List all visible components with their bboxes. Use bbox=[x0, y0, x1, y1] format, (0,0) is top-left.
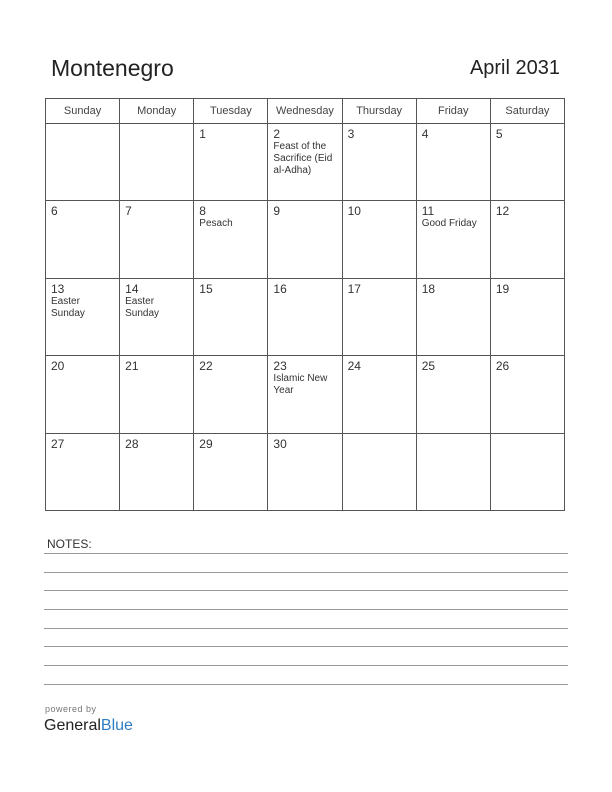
holiday-label: Feast of the Sacrifice (Eid al-Adha) bbox=[273, 141, 333, 176]
day-number: 15 bbox=[199, 281, 213, 296]
day-cell bbox=[268, 433, 342, 510]
holiday-label: Islamic New Year bbox=[273, 373, 328, 397]
holiday-label: Good Friday bbox=[421, 218, 477, 230]
day-cell bbox=[46, 433, 120, 510]
powered-by-text: powered by bbox=[45, 704, 97, 714]
weekday-header-row bbox=[46, 99, 565, 124]
calendar-week-row bbox=[46, 433, 565, 510]
day-number: 24 bbox=[347, 359, 361, 374]
weekday-header: Tuesday bbox=[194, 99, 268, 124]
day-number: 4 bbox=[421, 127, 429, 141]
day-cell bbox=[194, 124, 268, 201]
day-cell bbox=[490, 201, 564, 278]
day-number: 29 bbox=[199, 436, 213, 451]
day-cell bbox=[194, 278, 268, 355]
weekday-header: Thursday bbox=[342, 99, 416, 124]
calendar-grid bbox=[45, 98, 565, 511]
note-line bbox=[44, 684, 568, 685]
day-cell bbox=[268, 278, 342, 355]
day-cell bbox=[120, 278, 194, 355]
day-number: 18 bbox=[421, 281, 436, 296]
day-cell bbox=[342, 278, 416, 355]
day-cell bbox=[120, 124, 194, 201]
calendar-week-row bbox=[46, 201, 565, 278]
day-cell bbox=[268, 356, 342, 433]
day-number: 5 bbox=[495, 127, 503, 141]
month-title: April 2031 bbox=[469, 57, 560, 79]
note-line bbox=[44, 590, 568, 591]
day-number: 6 bbox=[51, 204, 58, 219]
day-number: 28 bbox=[125, 436, 139, 451]
weekday-header: Friday bbox=[416, 99, 490, 124]
day-number: 22 bbox=[199, 359, 213, 374]
day-number: 13 bbox=[51, 281, 65, 296]
note-line bbox=[44, 572, 568, 573]
note-line bbox=[44, 628, 568, 629]
holiday-label: Easter Sunday bbox=[125, 295, 160, 319]
calendar-week-row bbox=[46, 124, 565, 201]
day-cell bbox=[194, 201, 268, 278]
day-number: 20 bbox=[51, 359, 65, 374]
generalblue-logo bbox=[44, 717, 133, 735]
day-cell bbox=[490, 124, 564, 201]
day-cell bbox=[416, 201, 490, 278]
note-line bbox=[44, 646, 568, 647]
day-number: 9 bbox=[273, 204, 281, 219]
day-number: 7 bbox=[125, 204, 132, 219]
day-cell bbox=[342, 201, 416, 278]
day-cell bbox=[490, 356, 564, 433]
day-cell bbox=[416, 356, 490, 433]
day-number: 2 bbox=[273, 127, 281, 141]
day-number: 11 bbox=[421, 204, 435, 219]
day-cell bbox=[490, 278, 564, 355]
day-cell bbox=[416, 433, 490, 510]
day-cell bbox=[120, 356, 194, 433]
day-number: 26 bbox=[495, 359, 510, 374]
brand-general: General bbox=[44, 717, 101, 734]
day-cell bbox=[342, 433, 416, 510]
day-cell bbox=[46, 201, 120, 278]
day-number: 10 bbox=[347, 204, 361, 219]
day-number: 1 bbox=[199, 127, 206, 141]
day-cell bbox=[342, 356, 416, 433]
day-number: 16 bbox=[273, 281, 287, 296]
day-number: 23 bbox=[273, 359, 287, 374]
day-number: 3 bbox=[347, 127, 355, 141]
day-number: 25 bbox=[421, 359, 436, 374]
day-cell bbox=[120, 201, 194, 278]
day-number: 14 bbox=[125, 281, 139, 296]
day-cell bbox=[268, 124, 342, 201]
day-cell bbox=[268, 201, 342, 278]
day-number: 19 bbox=[495, 281, 510, 296]
weekday-header: Monday bbox=[120, 99, 194, 124]
day-number: 17 bbox=[347, 281, 361, 296]
day-number: 27 bbox=[51, 436, 65, 451]
notes-label: NOTES: bbox=[47, 537, 92, 551]
day-cell bbox=[194, 433, 268, 510]
day-number: 8 bbox=[199, 204, 206, 219]
weekday-header: Sunday bbox=[46, 99, 120, 124]
calendar-week-row bbox=[46, 356, 565, 433]
day-cell bbox=[490, 433, 564, 510]
day-cell bbox=[120, 433, 194, 510]
day-cell bbox=[416, 278, 490, 355]
day-number: 21 bbox=[125, 359, 139, 374]
day-cell bbox=[46, 278, 120, 355]
country-title: Montenegro bbox=[51, 55, 174, 81]
day-number: 30 bbox=[273, 436, 287, 451]
day-cell bbox=[46, 124, 120, 201]
day-number: 12 bbox=[495, 204, 510, 219]
calendar-week-row bbox=[46, 278, 565, 355]
holiday-label: Pesach bbox=[199, 218, 233, 230]
brand-blue: Blue bbox=[100, 717, 133, 734]
weekday-header: Saturday bbox=[490, 99, 564, 124]
weekday-header: Wednesday bbox=[268, 99, 342, 124]
day-cell bbox=[416, 124, 490, 201]
note-line bbox=[44, 609, 568, 610]
note-line bbox=[44, 665, 568, 666]
day-cell bbox=[194, 356, 268, 433]
day-cell bbox=[46, 356, 120, 433]
note-line bbox=[44, 553, 568, 554]
day-cell bbox=[342, 124, 416, 201]
holiday-label: Easter Sunday bbox=[51, 295, 85, 319]
